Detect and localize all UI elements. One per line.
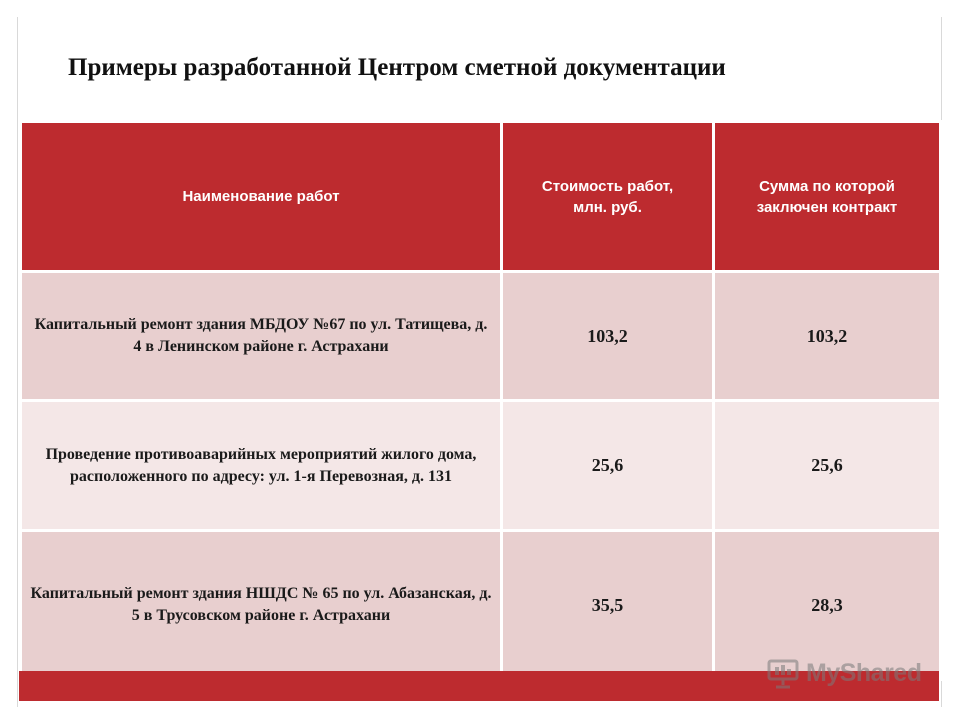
row-work-name: Проведение противоаварийных мероприятий жилого дома, расположенного по адресу: ул. 1-я Перевозная, д. 131 <box>21 401 502 531</box>
page-title: Примеры разработанной Центром сметной документации <box>68 54 726 81</box>
table-row <box>21 272 941 401</box>
row-work-cost: 25,6 <box>502 401 714 531</box>
row-contract-sum: 25,6 <box>714 401 941 531</box>
row-contract-sum: 103,2 <box>714 272 941 401</box>
header-work-cost: Стоимость работ, млн. руб. <box>502 122 714 272</box>
table-row <box>21 401 941 531</box>
presentation-screen-icon <box>766 656 800 690</box>
watermark <box>766 656 921 690</box>
row-work-cost: 35,5 <box>502 531 714 680</box>
estimates-table <box>19 120 942 681</box>
table-header-row <box>21 122 941 272</box>
watermark-text: MyShared <box>806 658 922 687</box>
row-work-cost: 103,2 <box>502 272 714 401</box>
header-contract-sum: Сумма по которой заключен контракт <box>714 122 941 272</box>
row-contract-sum: 28,3 <box>714 531 941 680</box>
header-work-name: Наименование работ <box>21 122 502 272</box>
row-work-name: Капитальный ремонт здания МБДОУ №67 по ул. Татищева, д. 4 в Ленинском районе г. Астрахани <box>21 272 502 401</box>
row-work-name: Капитальный ремонт здания НШДС № 65 по ул. Абазанская, д. 5 в Трусовском районе г. Астрахани <box>21 531 502 680</box>
